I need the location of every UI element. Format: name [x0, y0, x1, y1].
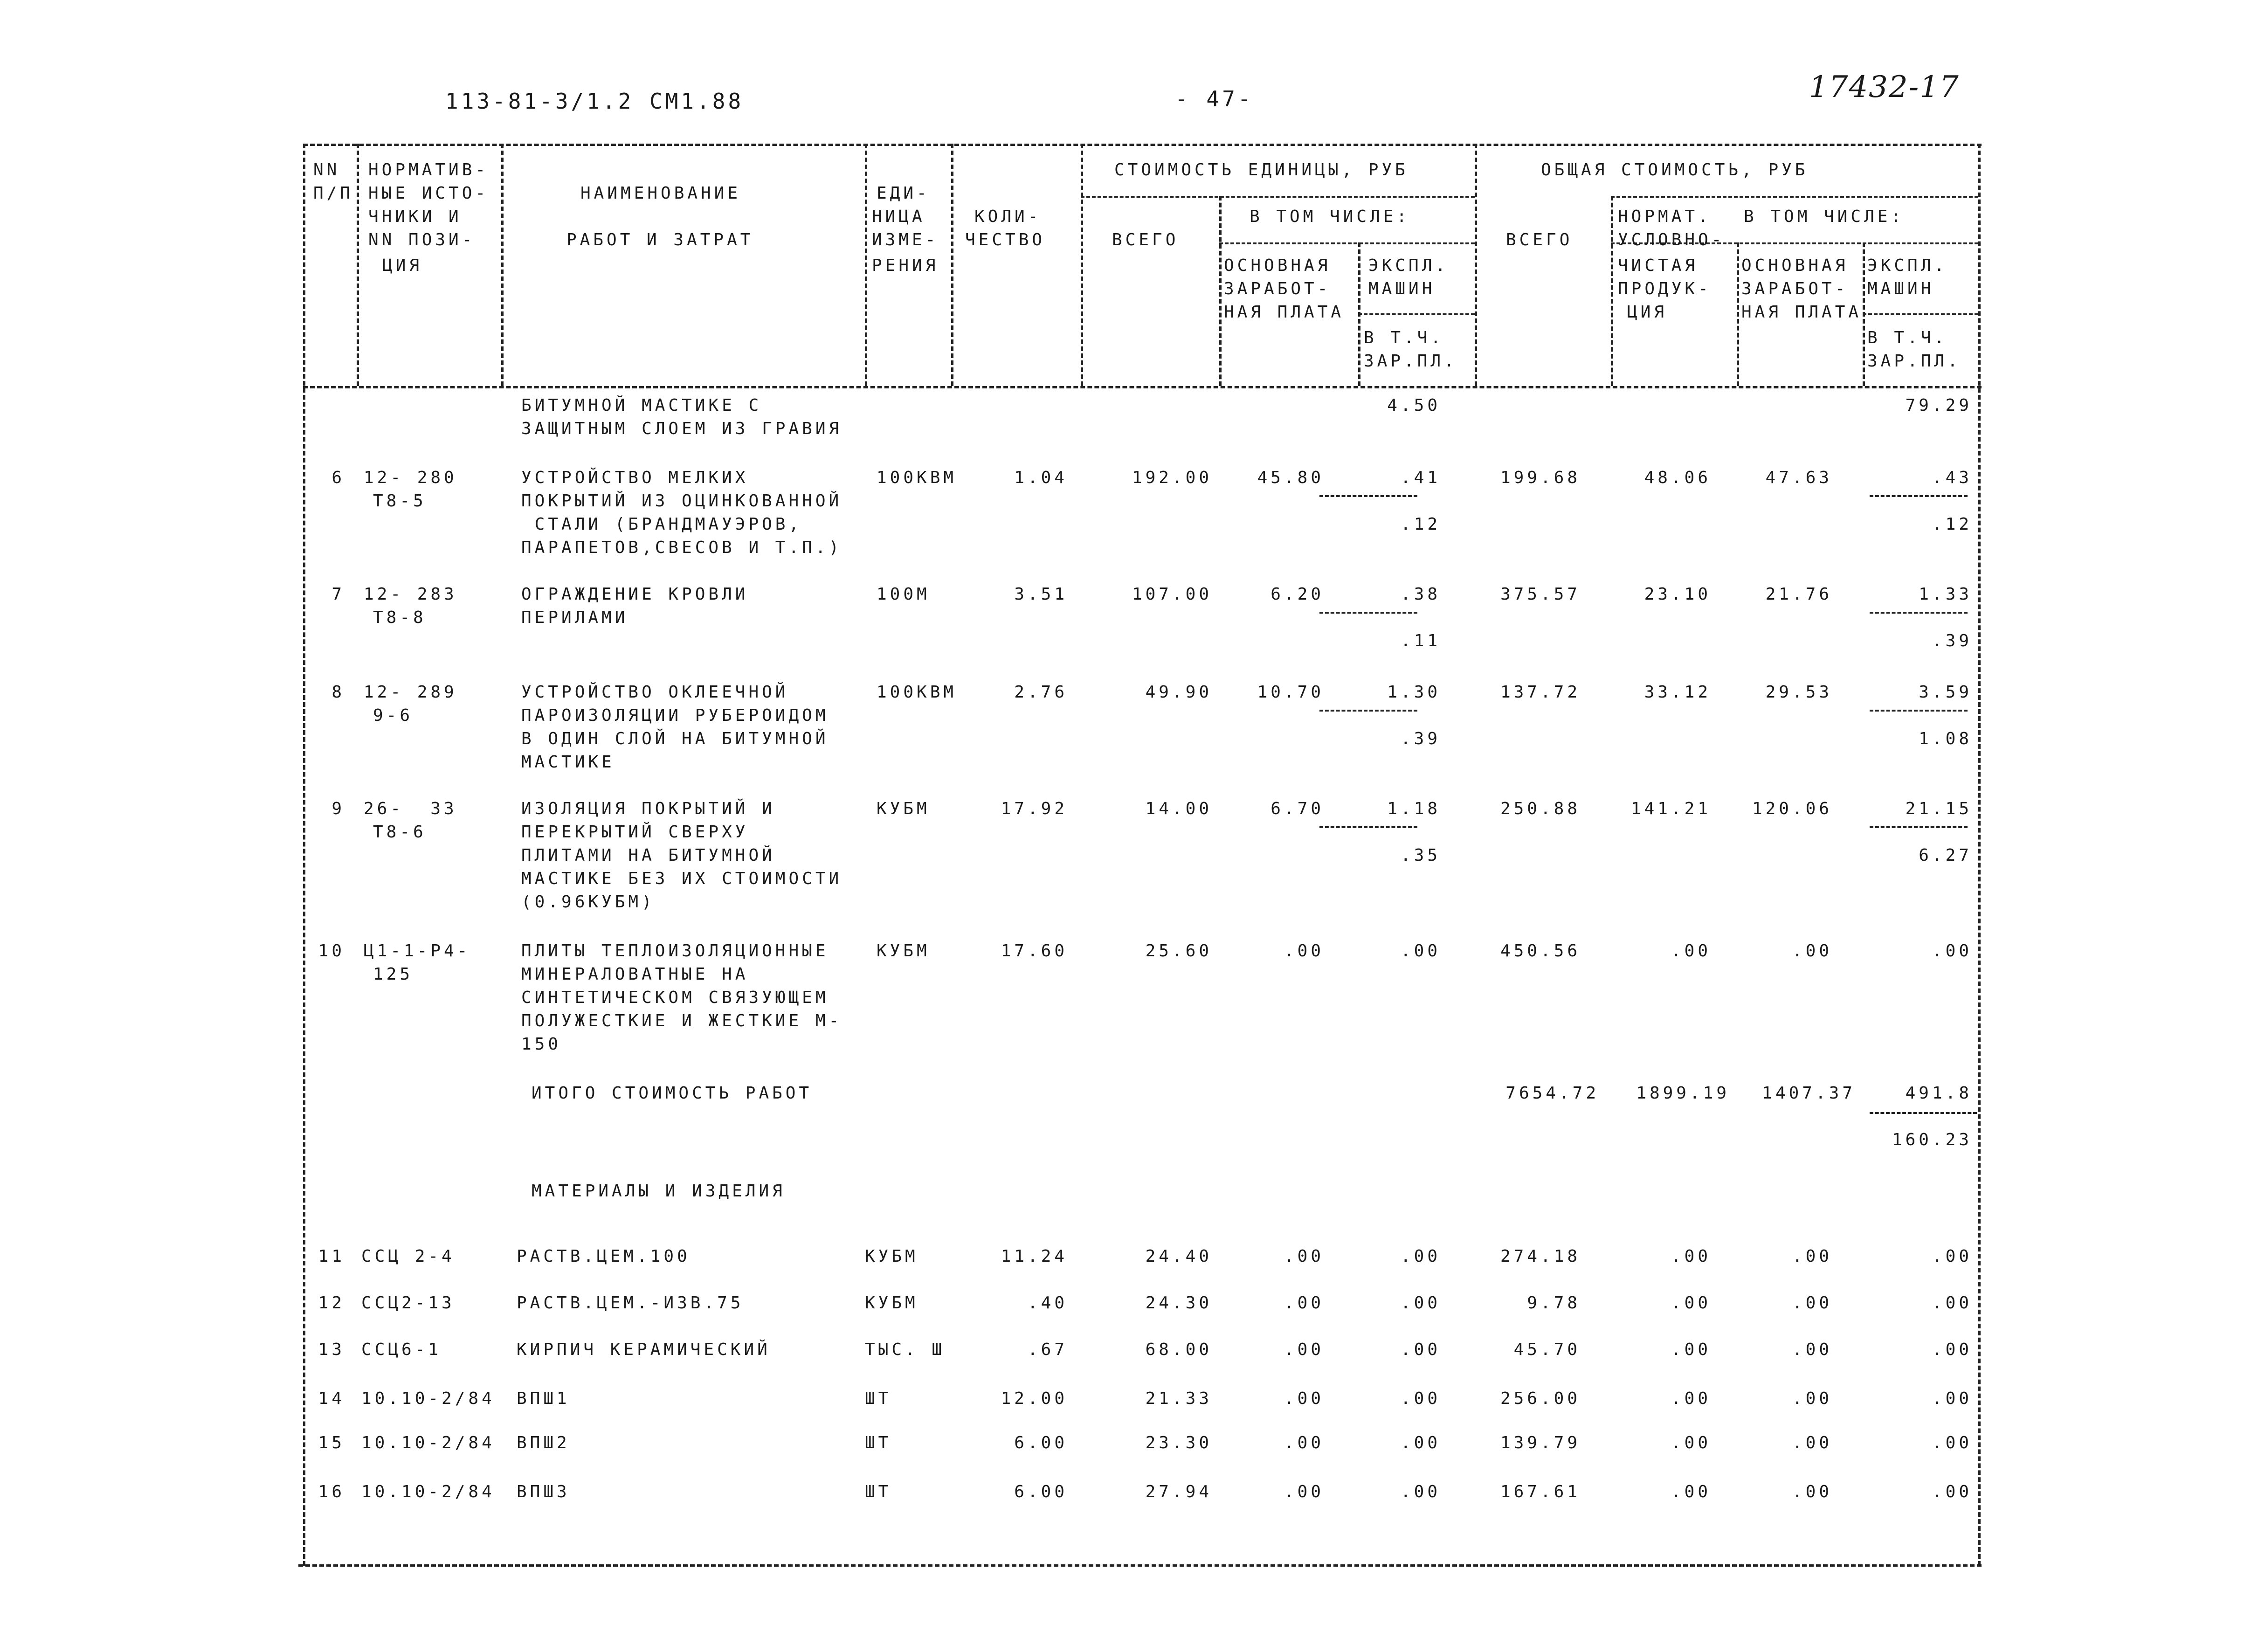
total-vtch-line: В Т.Ч.	[1867, 328, 1948, 347]
header-name-line: РАБОТ И ЗАТРАТ	[566, 230, 754, 249]
row-unit-cost-wages: 10.70	[1257, 683, 1324, 702]
row-name-line: 150	[521, 1035, 562, 1054]
material-norm-code: 10.10-2/84	[361, 1482, 495, 1501]
row-name-line: СИНТЕТИЧЕСКОМ СВЯЗУЮЩЕМ	[521, 988, 829, 1007]
material-sum-machines: .00	[1932, 1293, 1972, 1313]
unit-vtch-line: В Т.Ч.	[1364, 328, 1444, 347]
material-norm-code: 10.10-2/84	[361, 1433, 495, 1452]
material-sum-wages: .00	[1792, 1247, 1832, 1266]
material-unit-cost-total: 68.00	[1145, 1340, 1212, 1359]
row-sum-net-product: 141.21	[1630, 799, 1711, 818]
row-unit-cost-machines: .38	[1400, 585, 1441, 604]
header-separator	[501, 144, 504, 386]
row-norm-code: Т8-5	[373, 491, 427, 511]
material-qty: .67	[1027, 1340, 1068, 1359]
itogo-sum-eksp: 491.8	[1905, 1084, 1972, 1103]
row-unit-cost-total: 14.00	[1145, 799, 1212, 818]
material-sum-machines: .00	[1932, 1247, 1972, 1266]
unit-eksp-line: ЭКСПЛ.	[1368, 256, 1449, 275]
header-norm-line: NN ПОЗИ-	[368, 230, 476, 249]
material-number: 11	[318, 1247, 345, 1266]
material-unit-cost-total: 24.40	[1145, 1247, 1212, 1266]
row-sum-machines: 1.33	[1919, 585, 1972, 604]
header-rule	[1611, 196, 1978, 198]
material-unit-cost-total: 24.30	[1145, 1293, 1212, 1313]
header-unit-line: НИЦА	[872, 207, 925, 226]
row-name-line: СТАЛИ (БРАНДМАУЭРОВ,	[521, 515, 802, 534]
page-number: - 47-	[1175, 86, 1254, 111]
material-qty: 6.00	[1014, 1433, 1068, 1452]
material-number: 16	[318, 1482, 345, 1501]
row-qty: 17.92	[1001, 799, 1068, 818]
material-sum-wages: .00	[1792, 1433, 1832, 1452]
row-sum-wages: 120.06	[1752, 799, 1832, 818]
material-unit-cost-total: 27.94	[1145, 1482, 1212, 1501]
header-nn-line: NN	[313, 160, 340, 180]
itogo-sum-norm: 1899.19	[1636, 1084, 1730, 1103]
row-name-line: МИНЕРАЛОВАТНЫЕ НА	[521, 965, 749, 984]
row-sum-machines-wages: .39	[1932, 631, 1972, 650]
total-osn-line: ЗАРАБОТ-	[1741, 279, 1849, 298]
material-unit-cost-wages: .00	[1284, 1482, 1324, 1501]
row-unit-cost-wages: 6.20	[1271, 585, 1324, 604]
materials-section-title: МАТЕРИАЛЫ И ИЗДЕЛИЯ	[532, 1182, 786, 1201]
row-norm-code: 12- 283	[364, 585, 457, 604]
material-number: 12	[318, 1293, 345, 1313]
header-norm-line: НОРМАТИВ-	[368, 160, 489, 180]
material-unit: ШТ	[865, 1389, 892, 1408]
row-unit-cost-machines: 1.18	[1387, 799, 1441, 818]
material-sum-wages: .00	[1792, 1389, 1832, 1408]
row-qty: 1.04	[1014, 468, 1068, 487]
row-unit-cost-machines: 1.30	[1387, 683, 1441, 702]
row-unit-cost-machines-wages: .11	[1400, 631, 1441, 650]
total-norm-line: ЧИСТАЯ	[1618, 256, 1699, 275]
material-sum-wages: .00	[1792, 1293, 1832, 1313]
row-subline	[1319, 710, 1417, 712]
row-name-line: ПЛИТАМИ НА БИТУМНОЙ	[521, 846, 775, 865]
table-right-border	[1978, 144, 1981, 1566]
material-unit-cost-wages: .00	[1284, 1247, 1324, 1266]
row-number: 8	[331, 683, 345, 702]
row-name-line: ПОЛУЖЕСТКИЕ И ЖЕСТКИЕ М-	[521, 1011, 842, 1030]
table-top-border	[303, 144, 1982, 146]
row-sum-net-product: 33.12	[1644, 683, 1711, 702]
handwritten-reference: 17432-17	[1809, 70, 1960, 104]
row-sum-total: 137.72	[1500, 683, 1581, 702]
material-unit-cost-machines: .00	[1400, 1433, 1441, 1452]
total-vsego-label: ВСЕГО	[1506, 230, 1573, 249]
material-unit-cost-machines: .00	[1400, 1247, 1441, 1266]
material-sum-net-product: .00	[1671, 1389, 1711, 1408]
row-number: 7	[331, 585, 345, 604]
total-norm-line: УСЛОВНО-	[1618, 230, 1725, 249]
total-eksp-line: МАШИН	[1867, 279, 1934, 298]
unit-eksp-line: МАШИН	[1368, 279, 1436, 298]
header-norm-line: ЦИЯ	[382, 256, 423, 275]
material-sum-net-product: .00	[1671, 1293, 1711, 1313]
material-name: ВПШ1	[517, 1389, 570, 1408]
row-sum-machines: 79.29	[1905, 396, 1972, 415]
row-name-line: ЗАЩИТНЫМ СЛОЕМ ИЗ ГРАВИЯ	[521, 419, 842, 438]
row-name-line: МАСТИКЕ	[521, 753, 615, 772]
total-cost-title: ОБЩАЯ СТОИМОСТЬ, РУБ	[1541, 160, 1809, 180]
row-name-line: ПАРАПЕТОВ,СВЕСОВ И Т.П.)	[521, 538, 842, 557]
row-name-line: ПЕРЕКРЫТИЙ СВЕРХУ	[521, 823, 749, 842]
row-name-line: ПЕРИЛАМИ	[521, 608, 628, 627]
row-norm-code: 26- 33	[364, 799, 457, 818]
unit-cost-title: СТОИМОСТЬ ЕДИНИЦЫ, РУБ	[1114, 160, 1409, 180]
material-qty: 6.00	[1014, 1482, 1068, 1501]
header-separator	[1611, 196, 1613, 386]
row-name-line: ИЗОЛЯЦИЯ ПОКРЫТИЙ И	[521, 799, 775, 818]
total-osn-line: ОСНОВНАЯ	[1741, 256, 1849, 275]
itogo-sum-osn: 1407.37	[1762, 1084, 1856, 1103]
material-name: ВПШ3	[517, 1482, 570, 1501]
table-left-border	[303, 144, 305, 1566]
row-sum-wages: 29.53	[1765, 683, 1832, 702]
row-unit: КУБМ	[877, 941, 930, 961]
material-sum-machines: .00	[1932, 1389, 1972, 1408]
row-sum-wages: 21.76	[1765, 585, 1832, 604]
row-unit: 100М	[877, 585, 930, 604]
material-unit-cost-wages: .00	[1284, 1293, 1324, 1313]
header-rule	[1081, 196, 1475, 198]
material-sum-total: 167.61	[1500, 1482, 1581, 1501]
document-code: 113-81-3/1.2 СМ1.88	[445, 89, 744, 114]
header-rule	[1863, 313, 1978, 315]
row-norm-code: 12- 280	[364, 468, 457, 487]
header-separator	[951, 144, 953, 386]
material-sum-total: 9.78	[1527, 1293, 1581, 1313]
row-name-line: ПАРОИЗОЛЯЦИИ РУБЕРОИДОМ	[521, 706, 829, 725]
unit-vsego-label: ВСЕГО	[1112, 230, 1179, 249]
row-unit-cost-total: 107.00	[1132, 585, 1212, 604]
row-subline	[1870, 710, 1968, 712]
row-sum-total: 375.57	[1500, 585, 1581, 604]
material-norm-code: 10.10-2/84	[361, 1389, 495, 1408]
row-subline	[1319, 495, 1417, 497]
row-qty: 2.76	[1014, 683, 1068, 702]
unit-osn-line: ОСНОВНАЯ	[1224, 256, 1331, 275]
table-header-bottom-border	[303, 386, 1982, 388]
unit-osn-line: ЗАРАБОТ-	[1224, 279, 1331, 298]
row-subline	[1870, 612, 1968, 614]
row-sum-total: 199.68	[1500, 468, 1581, 487]
row-unit-cost-wages: .00	[1284, 941, 1324, 961]
material-qty: 12.00	[1001, 1389, 1068, 1408]
material-unit-cost-machines: .00	[1400, 1293, 1441, 1313]
material-sum-net-product: .00	[1671, 1340, 1711, 1359]
total-norm-line: ЦИЯ	[1627, 303, 1668, 322]
total-norm-line: НОРМАТ.	[1618, 207, 1712, 226]
material-unit: ШТ	[865, 1482, 892, 1501]
material-sum-total: 256.00	[1500, 1389, 1581, 1408]
header-separator	[865, 144, 867, 386]
material-qty: 11.24	[1001, 1247, 1068, 1266]
header-separator	[357, 144, 359, 386]
material-name: РАСТВ.ЦЕМ.-ИЗВ.75	[517, 1293, 744, 1313]
row-qty: 3.51	[1014, 585, 1068, 604]
row-sum-machines-wages: .12	[1932, 515, 1972, 534]
row-name-line: ПЛИТЫ ТЕПЛОИЗОЛЯЦИОННЫЕ	[521, 941, 829, 961]
header-unit-line: ЕДИ-	[877, 184, 930, 203]
total-v-tom-chisle: В ТОМ ЧИСЛЕ:	[1744, 207, 1905, 226]
material-unit: ТЫС. Ш	[865, 1340, 946, 1359]
row-unit-cost-total: 25.60	[1145, 941, 1212, 961]
row-sum-machines: 3.59	[1919, 683, 1972, 702]
row-sum-machines-wages: 6.27	[1919, 846, 1972, 865]
material-sum-net-product: .00	[1671, 1482, 1711, 1501]
row-norm-code: 9-6	[373, 706, 414, 725]
row-name-line: В ОДИН СЛОЙ НА БИТУМНОЙ	[521, 729, 829, 748]
material-name: ВПШ2	[517, 1433, 570, 1452]
header-unit-line: ИЗМЕ-	[872, 230, 939, 249]
material-sum-machines: .00	[1932, 1340, 1972, 1359]
material-sum-net-product: .00	[1671, 1433, 1711, 1452]
row-number: 6	[331, 468, 345, 487]
row-norm-code: Ц1-1-Р4-	[364, 941, 471, 961]
row-name-line: (0.96КУБМ)	[521, 892, 655, 912]
total-osn-line: НАЯ ПЛАТА	[1741, 303, 1862, 322]
header-separator	[1737, 242, 1739, 386]
row-number: 9	[331, 799, 345, 818]
header-separator	[1219, 196, 1222, 386]
header-nn-line: П/П	[313, 184, 354, 203]
row-sum-machines: 21.15	[1905, 799, 1972, 818]
row-name-line: УСТРОЙСТВО ОКЛЕЕЧНОЙ	[521, 683, 789, 702]
row-sum-net-product: 23.10	[1644, 585, 1711, 604]
material-unit-cost-machines: .00	[1400, 1340, 1441, 1359]
header-qty-line: ЧЕСТВО	[965, 230, 1046, 249]
row-norm-code: 12- 289	[364, 683, 457, 702]
unit-v-tom-chisle: В ТОМ ЧИСЛЕ:	[1250, 207, 1410, 226]
header-qty-line: КОЛИ-	[974, 207, 1042, 226]
material-qty: .40	[1027, 1293, 1068, 1313]
material-number: 13	[318, 1340, 345, 1359]
row-sum-machines: .00	[1932, 941, 1972, 961]
row-sum-machines-wages: 1.08	[1919, 729, 1972, 748]
row-unit-cost-machines: 4.50	[1387, 396, 1441, 415]
material-sum-machines: .00	[1932, 1433, 1972, 1452]
table-bottom-border	[298, 1564, 1982, 1567]
row-unit-cost-machines-wages: .12	[1400, 515, 1441, 534]
row-name-line: ОГРАЖДЕНИЕ КРОВЛИ	[521, 585, 749, 604]
material-unit-cost-total: 21.33	[1145, 1389, 1212, 1408]
header-separator	[1475, 144, 1477, 386]
material-name: КИРПИЧ КЕРАМИЧЕСКИЙ	[517, 1340, 771, 1359]
row-norm-code: Т8-8	[373, 608, 427, 627]
material-sum-machines: .00	[1932, 1482, 1972, 1501]
material-number: 15	[318, 1433, 345, 1452]
material-unit-cost-wages: .00	[1284, 1433, 1324, 1452]
row-subline	[1319, 612, 1417, 614]
row-qty: 17.60	[1001, 941, 1068, 961]
material-norm-code: ССЦ 2-4	[361, 1247, 455, 1266]
material-unit: КУБМ	[865, 1293, 918, 1313]
row-unit: 100КВМ	[877, 468, 957, 487]
row-unit-cost-machines-wages: .35	[1400, 846, 1441, 865]
total-norm-line: ПРОДУК-	[1618, 279, 1712, 298]
row-sum-net-product: .00	[1671, 941, 1711, 961]
row-unit: КУБМ	[877, 799, 930, 818]
row-unit: 100КВМ	[877, 683, 957, 702]
row-name-line: УСТРОЙСТВО МЕЛКИХ	[521, 468, 749, 487]
material-sum-total: 274.18	[1500, 1247, 1581, 1266]
row-sum-net-product: 48.06	[1644, 468, 1711, 487]
material-sum-net-product: .00	[1671, 1247, 1711, 1266]
row-sum-machines: .43	[1932, 468, 1972, 487]
itogo-sum-eksp-zp: 160.23	[1892, 1130, 1972, 1149]
header-norm-line: НЫЕ ИСТО-	[368, 184, 489, 203]
row-subline	[1870, 495, 1968, 497]
row-unit-cost-machines-wages: .39	[1400, 729, 1441, 748]
row-name-line: МАСТИКЕ БЕЗ ИХ СТОИМОСТИ	[521, 869, 842, 888]
material-sum-total: 139.79	[1500, 1433, 1581, 1452]
material-sum-total: 45.70	[1513, 1340, 1581, 1359]
material-name: РАСТВ.ЦЕМ.100	[517, 1247, 691, 1266]
header-rule	[1358, 313, 1475, 315]
row-sum-total: 250.88	[1500, 799, 1581, 818]
itogo-sum-total: 7654.72	[1505, 1084, 1599, 1103]
header-norm-line: ЧНИКИ И	[368, 207, 462, 226]
header-rule	[1219, 242, 1475, 244]
row-sum-wages: .00	[1792, 941, 1832, 961]
header-unit-line: РЕНИЯ	[872, 256, 939, 275]
material-norm-code: ССЦ6-1	[361, 1340, 442, 1359]
material-unit: ШТ	[865, 1433, 892, 1452]
material-unit: КУБМ	[865, 1247, 918, 1266]
row-unit-cost-total: 192.00	[1132, 468, 1212, 487]
material-unit-cost-machines: .00	[1400, 1482, 1441, 1501]
row-name-line: ПОКРЫТИЙ ИЗ ОЦИНКОВАННОЙ	[521, 491, 842, 511]
row-unit-cost-machines: .41	[1400, 468, 1441, 487]
row-name-line: БИТУМНОЙ МАСТИКЕ С	[521, 396, 762, 415]
row-unit-cost-wages: 6.70	[1271, 799, 1324, 818]
header-name-line: НАИМЕНОВАНИЕ	[580, 184, 741, 203]
row-unit-cost-total: 49.90	[1145, 683, 1212, 702]
material-norm-code: ССЦ2-13	[361, 1293, 455, 1313]
row-subline	[1870, 826, 1968, 828]
row-norm-code: 125	[373, 965, 414, 984]
row-unit-cost-machines: .00	[1400, 941, 1441, 961]
material-number: 14	[318, 1389, 345, 1408]
row-sum-total: 450.56	[1500, 941, 1581, 961]
itogo-subline	[1870, 1112, 1977, 1114]
material-sum-wages: .00	[1792, 1482, 1832, 1501]
material-unit-cost-total: 23.30	[1145, 1433, 1212, 1452]
row-subline	[1319, 826, 1417, 828]
row-sum-wages: 47.63	[1765, 468, 1832, 487]
unit-osn-line: НАЯ ПЛАТА	[1224, 303, 1345, 322]
material-unit-cost-wages: .00	[1284, 1389, 1324, 1408]
material-unit-cost-wages: .00	[1284, 1340, 1324, 1359]
material-unit-cost-machines: .00	[1400, 1389, 1441, 1408]
row-number: 10	[318, 941, 345, 961]
unit-vtch-line: ЗАР.ПЛ.	[1364, 352, 1457, 371]
row-unit-cost-wages: 45.80	[1257, 468, 1324, 487]
row-norm-code: Т8-6	[373, 823, 427, 842]
material-sum-wages: .00	[1792, 1340, 1832, 1359]
itogo-label: ИТОГО СТОИМОСТЬ РАБОТ	[532, 1084, 813, 1103]
total-vtch-line: ЗАР.ПЛ.	[1867, 352, 1961, 371]
total-eksp-line: ЭКСПЛ.	[1867, 256, 1948, 275]
header-separator	[1081, 144, 1083, 386]
